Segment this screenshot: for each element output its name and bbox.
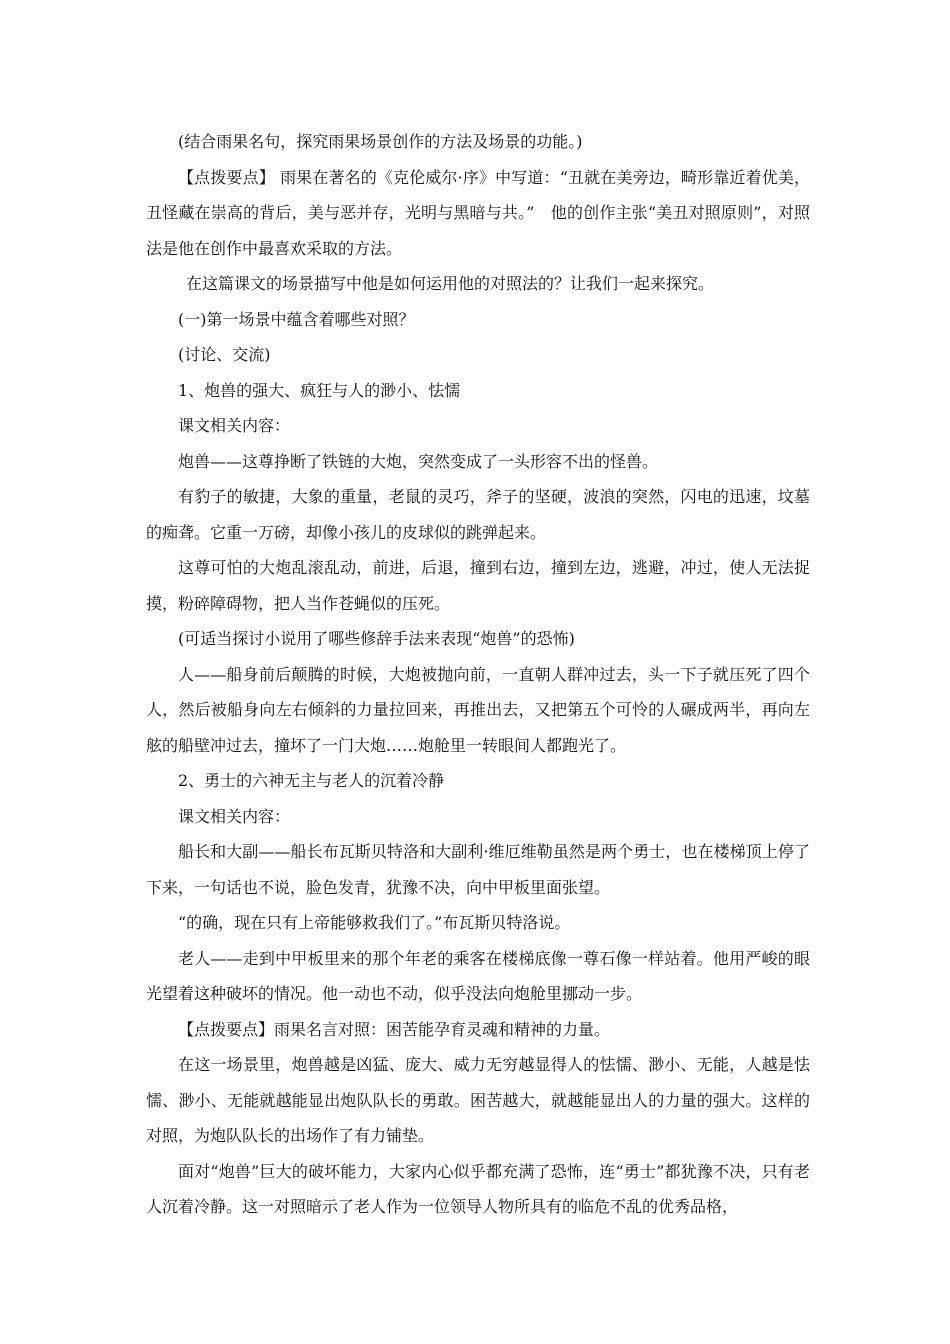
- paragraph-subheading-1: 1、炮兽的强大、疯狂与人的渺小、怯懦: [178, 380, 461, 400]
- paragraph-captain-and-mate: 船长和大副——船长布瓦斯贝特洛和大副利·维厄维勒虽然是两个勇士，也在楼梯顶上停了下来，一句话也不说，脸色发青，犹豫不决，向中甲板里面张望。: [146, 842, 810, 897]
- paragraph-section-heading-1: (一)第一场景中蕴含着哪些对照？: [178, 309, 415, 329]
- paragraph-cannon-rampage: 这尊可怕的大炮乱滚乱动，前进，后退，撞到右边，撞到左边，逃避，冲过，使人无法捉摸，粉碎障碍物，把人当作苍蝇似的压死。: [146, 558, 810, 613]
- paragraph-rhetoric-note: (可适当探讨小说用了哪些修辞手法来表现“炮兽”的恐怖): [178, 629, 575, 648]
- document-body: [146, 124, 810, 1225]
- paragraph-related-content-1: 课文相关内容：: [178, 416, 291, 435]
- paragraph-analysis-old-man: 面对“炮兽”巨大的破坏能力，大家内心似乎都充满了恐怖，连“勇士”都犹豫不决，只有老人沉着冷静。这一对照暗示了老人作为一位领导人物所具有的临危不乱的优秀品格，: [146, 1161, 810, 1216]
- paragraph-people: 人——船身前后颠腾的时候，大炮被抛向前，一直朝人群冲过去，头一下子就压死了四个人，然后被船身向左右倾斜的力量拉回来，再推出去，又把第五个可怜的人碾成两半，再向左舷的船壁冲过去，撞坏了一门大炮……炮舱里一转眼间人都跑光了。: [146, 664, 810, 755]
- paragraph-quote-god: “的确，现在只有上帝能够救我们了。”布瓦斯贝特洛说。: [178, 913, 571, 932]
- paragraph-old-man: 老人——走到中甲板里来的那个年老的乘客在楼梯底像一尊石像一样站着。他用严峻的眼光望着这种破坏的情况。他一动也不动，似乎没法向炮舱里挪动一步。: [146, 948, 810, 1003]
- paragraph-question-intro: 在这篇课文的场景描写中他是如何运用他的对照法的？让我们一起来探究。: [186, 274, 715, 293]
- paragraph-cannon-beast: 炮兽——这尊挣断了铁链的大炮，突然变成了一头形容不出的怪兽。: [178, 451, 659, 471]
- paragraph-key-point-2: 【点拨要点】雨果名言对照：困苦能孕育灵魂和精神的力量。: [178, 1019, 611, 1039]
- paragraph-discussion-note: (讨论、交流): [178, 345, 271, 364]
- paragraph-analysis-contrast: 在这一场景里，炮兽越是凶猛、庞大、威力无穷越显得人的怯懦、渺小、无能，人越是怯懦、渺小、无能就越能显出炮队队长的勇敢。困苦越大，就越能显出人的力量的强大。这样的对照，为炮队队长的出场作了有力铺垫。: [146, 1055, 810, 1145]
- paragraph-beast-traits: 有豹子的敏捷，大象的重量，老鼠的灵巧，斧子的坚硬，波浪的突然，闪电的迅速，坟墓的痴聋。它重一万磅，却像小孩儿的皮球似的跳弹起来。: [146, 487, 810, 542]
- paragraph-key-point-hugo-quote: 【点拨要点】 雨果在著名的《克伦威尔·序》中写道：“丑就在美旁边，畸形靠近着优美，丑怪藏在崇高的背后，美与恶并存，光明与黑暗与共。” 他的创作主张“美丑对照原则”，对照法是他在创作中最喜欢采取的方法。: [146, 167, 810, 258]
- paragraph-related-content-2: 课文相关内容：: [178, 806, 291, 826]
- paragraph-subheading-2: 2、勇士的六神无主与老人的沉着冷静: [178, 771, 445, 790]
- paragraph-task-note: (结合雨果名句，探究雨果场景创作的方法及场景的功能。): [178, 132, 583, 151]
